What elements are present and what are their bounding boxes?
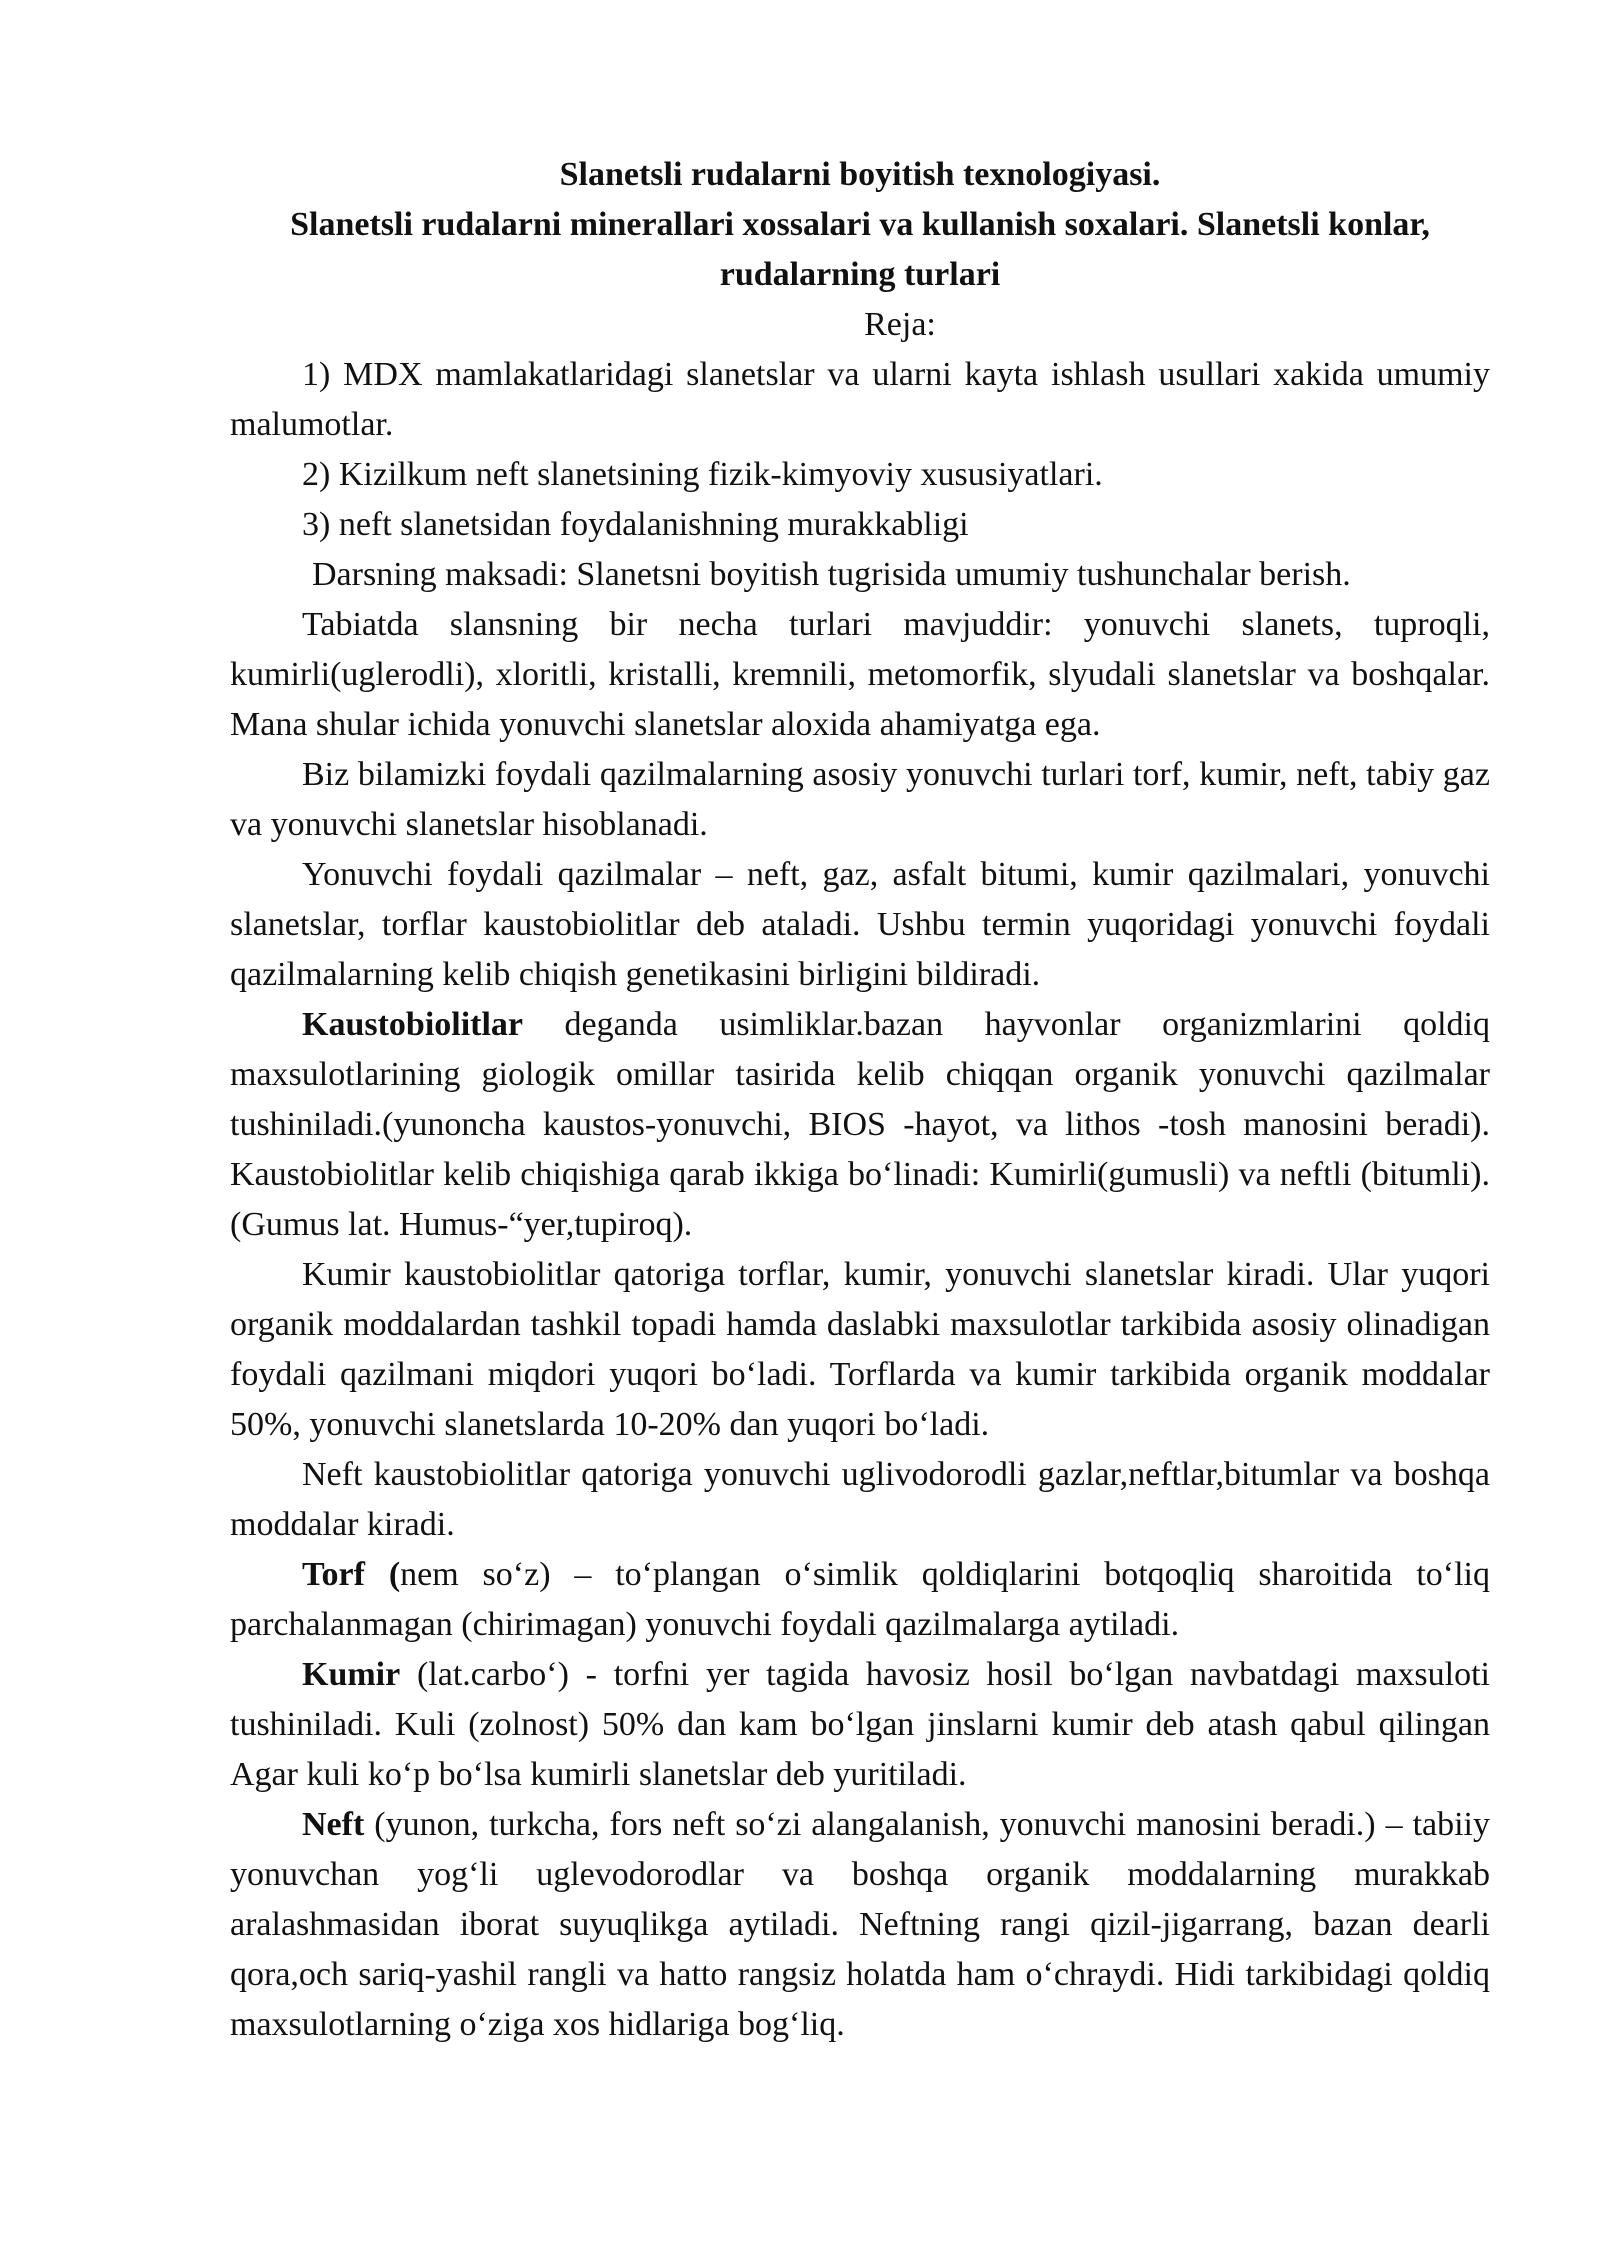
plan-item: 2) Kizilkum neft slanetsining fizik-kimyoviy xususiyatlari. [302,456,1103,493]
document-title: Slanetsli rudalarni boyitish texnologiyasi. [559,156,1161,193]
paragraph-oil-kaustobiolitlar: Neft kaustobiolitlar qatoriga yonuvchi uglivodorodli gazlar,neftlar,bitumlar va boshqa moddalar kiradi. [230,1456,1490,1543]
definition-text: (yunon, turkcha, fors neft so‘zi alangalanish, yonuvchi manosini beradi.) – tabiiy yonuvchan yog‘li uglevodorodlar va boshqa organik moddalarning murakkab aralashmasidan iborat suyuqlikga aytiladi. Neftning rangi qizil-jigarrang, bazan dearli qora,och sariq-yashil rangli va hatto rangsiz holatda ham o‘chraydi. Hidi tarkibidagi qoldiq maxsulotlarning o‘ziga xos hidlariga bog‘liq. [230,1806,1490,2043]
paragraph-types: Tabiatda slansning bir necha turlari mavjuddir: yonuvchi slanets, tuproqli, kumirli(uglerodli), xloritli, kristalli, kremnili, metomorfik, slyudali slanetslar va boshqalar. Mana shular ichida yonuvchi slanetslar aloxida ahamiyatga ega. [230,606,1490,743]
paragraph-torf [230,1550,1490,1650]
plan-heading: Reja: [864,306,936,343]
paragraph-kumir [230,1650,1490,1800]
term-kumir: Kumir [302,1656,401,1693]
term-neft: Neft [302,1806,365,1843]
definition-text: (lat.carbo‘) - torfni yer tagida havosiz hosil bo‘lgan navbatdagi maxsuloti tushiniladi. Kuli (zolnost) 50% dan kam bo‘lgan jinslarni kumir deb atash qabul qilingan Agar kuli ko‘p bo‘lsa kumirli slanetslar deb yuritiladi. [230,1656,1490,1793]
lesson-aim: Darsning maksadi: Slanetsni boyitish tugrisida umumiy tushunchalar berish. [312,556,1351,593]
term-kaustobiolitlar: Kaustobiolitlar [302,1006,524,1043]
document-subtitle: Slanetsli rudalarni minerallari xossalari va kullanish soxalari. Slanetsli konlar, rudalarning turlari [290,206,1430,293]
paragraph-combustibles: Yonuvchi foydali qazilmalar – neft, gaz, asfalt bitumi, kumir qazilmalari, yonuvchi slanetslar, torflar kaustobiolitlar deb ataladi. Ushbu termin yuqoridagi yonuvchi foydali qazilmalarning kelib chiqish genetikasini birligini bildiradi. [230,856,1490,993]
definition-text: deganda usimliklar.bazan hayvonlar organizmlarini qoldiq maxsulotlarining giologik omillar tasirida kelib chiqqan organik yonuvchi qazilmalar tushiniladi.(yunoncha kaustos-yonuvchi, BIOS -hayot, va lithos -tosh manosini beradi). Kaustobiolitlar kelib chiqishiga qarab ikkiga bo‘linadi: Kumirli(gumusli) va neftli (bitumli). (Gumus lat. Humus-“yer,tupiroq). [230,1006,1490,1243]
plan-item: 1) MDX mamlakatlaridagi slanetslar va ularni kayta ishlash usullari xakida umumiy malumotlar. [230,356,1490,443]
definition-text: nem so‘z) – to‘plangan o‘simlik qoldiqlarini botqoqliq sharoitida to‘liq parchalanmagan (chirimagan) yonuvchi foydali qazilmalarga aytiladi. [230,1556,1490,1643]
paragraph-coal-kaustobiolitlar: Kumir kaustobiolitlar qatoriga torflar, kumir, yonuvchi slanetslar kiradi. Ular yuqori organik moddalardan tashkil topadi hamda daslabki maxsulotlar tarkibida asosiy olinadigan foydali qazilmani miqdori yuqori bo‘ladi. Torflarda va kumir tarkibida organik moddalar 50%, yonuvchi slanetslarda 10-20% dan yuqori bo‘ladi. [230,1256,1490,1443]
paragraph-neft [230,1800,1490,2050]
plan-item: 3) neft slanetsidan foydalanishning murakkabligi [302,506,969,543]
document-body [230,150,1490,2050]
paragraph-fuels: Biz bilamizki foydali qazilmalarning asosiy yonuvchi turlari torf, kumir, neft, tabiy gaz va yonuvchi slanetslar hisoblanadi. [230,756,1490,843]
term-torf: Torf ( [302,1556,401,1593]
paragraph-kaustobiolitlar [230,1000,1490,1250]
